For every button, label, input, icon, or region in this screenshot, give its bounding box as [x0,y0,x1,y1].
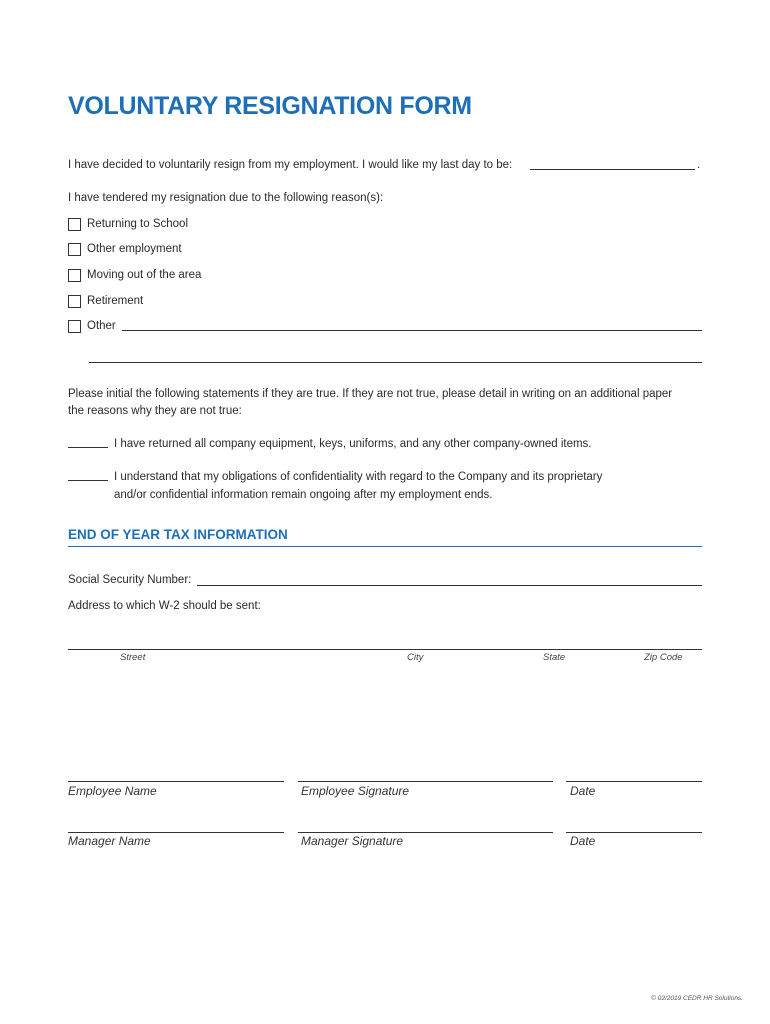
employee-date-label: Date [570,784,596,798]
checkbox-other[interactable] [68,320,81,333]
last-day-statement: I have decided to voluntarily resign from my employment. I would like my last day to be: [68,159,513,171]
initials-instruction-line1: Please initial the following statements if they are true. If they are not true, please detail in writing on an additional paper [68,388,673,400]
reason-label-retirement: Retirement [87,295,144,307]
manager-date-label: Date [570,834,596,848]
other-reason-field-line2[interactable] [89,362,702,363]
employee-date-field[interactable] [566,781,702,782]
manager-name-label: Manager Name [68,834,151,848]
checkbox-retirement[interactable] [68,295,81,308]
address-label: Address to which W-2 should be sent: [68,600,261,612]
address-field[interactable] [68,649,702,650]
employee-name-label: Employee Name [68,784,157,798]
reason-label-returning-to-school: Returning to School [87,218,189,230]
reason-label-other: Other [87,320,116,332]
reason-label-other-employment: Other employment [87,243,182,255]
state-caption: State [543,652,566,663]
checkbox-other-employment[interactable] [68,243,81,256]
initial-field-equipment[interactable] [68,447,108,448]
manager-date-field[interactable] [566,832,702,833]
employee-name-field[interactable] [68,781,284,782]
copyright-footer: © 02/2019 CEDR HR Solutions. [651,995,743,1002]
tax-section-heading: END OF YEAR TAX INFORMATION [68,527,288,542]
manager-signature-label: Manager Signature [301,834,404,848]
ssn-label: Social Security Number: [68,574,192,586]
section-divider [68,546,702,547]
employee-signature-field[interactable] [298,781,553,782]
employee-signature-label: Employee Signature [301,784,410,798]
reasons-prompt: I have tendered my resignation due to the following reason(s): [68,192,384,204]
city-caption: City [407,652,424,663]
last-day-field[interactable] [530,169,695,170]
ssn-field[interactable] [197,585,702,586]
last-day-period: . [697,159,701,171]
initials-instruction-line2: the reasons why they are not true: [68,405,242,417]
initial-field-confidentiality[interactable] [68,480,108,481]
zip-caption: Zip Code [644,652,683,663]
reason-label-moving-out: Moving out of the area [87,269,202,281]
manager-name-field[interactable] [68,832,284,833]
checkbox-moving-out[interactable] [68,269,81,282]
statement-equipment: I have returned all company equipment, keys, uniforms, and any other company-owned items. [114,438,592,450]
other-reason-field[interactable] [122,330,702,331]
street-caption: Street [120,652,146,663]
statement-confidentiality-line2: and/or confidential information remain ongoing after my employment ends. [114,489,493,501]
manager-signature-field[interactable] [298,832,553,833]
statement-confidentiality-line1: I understand that my obligations of confidentiality with regard to the Company and its proprietary [114,471,603,483]
page-title: VOLUNTARY RESIGNATION FORM [68,92,472,120]
checkbox-returning-to-school[interactable] [68,218,81,231]
